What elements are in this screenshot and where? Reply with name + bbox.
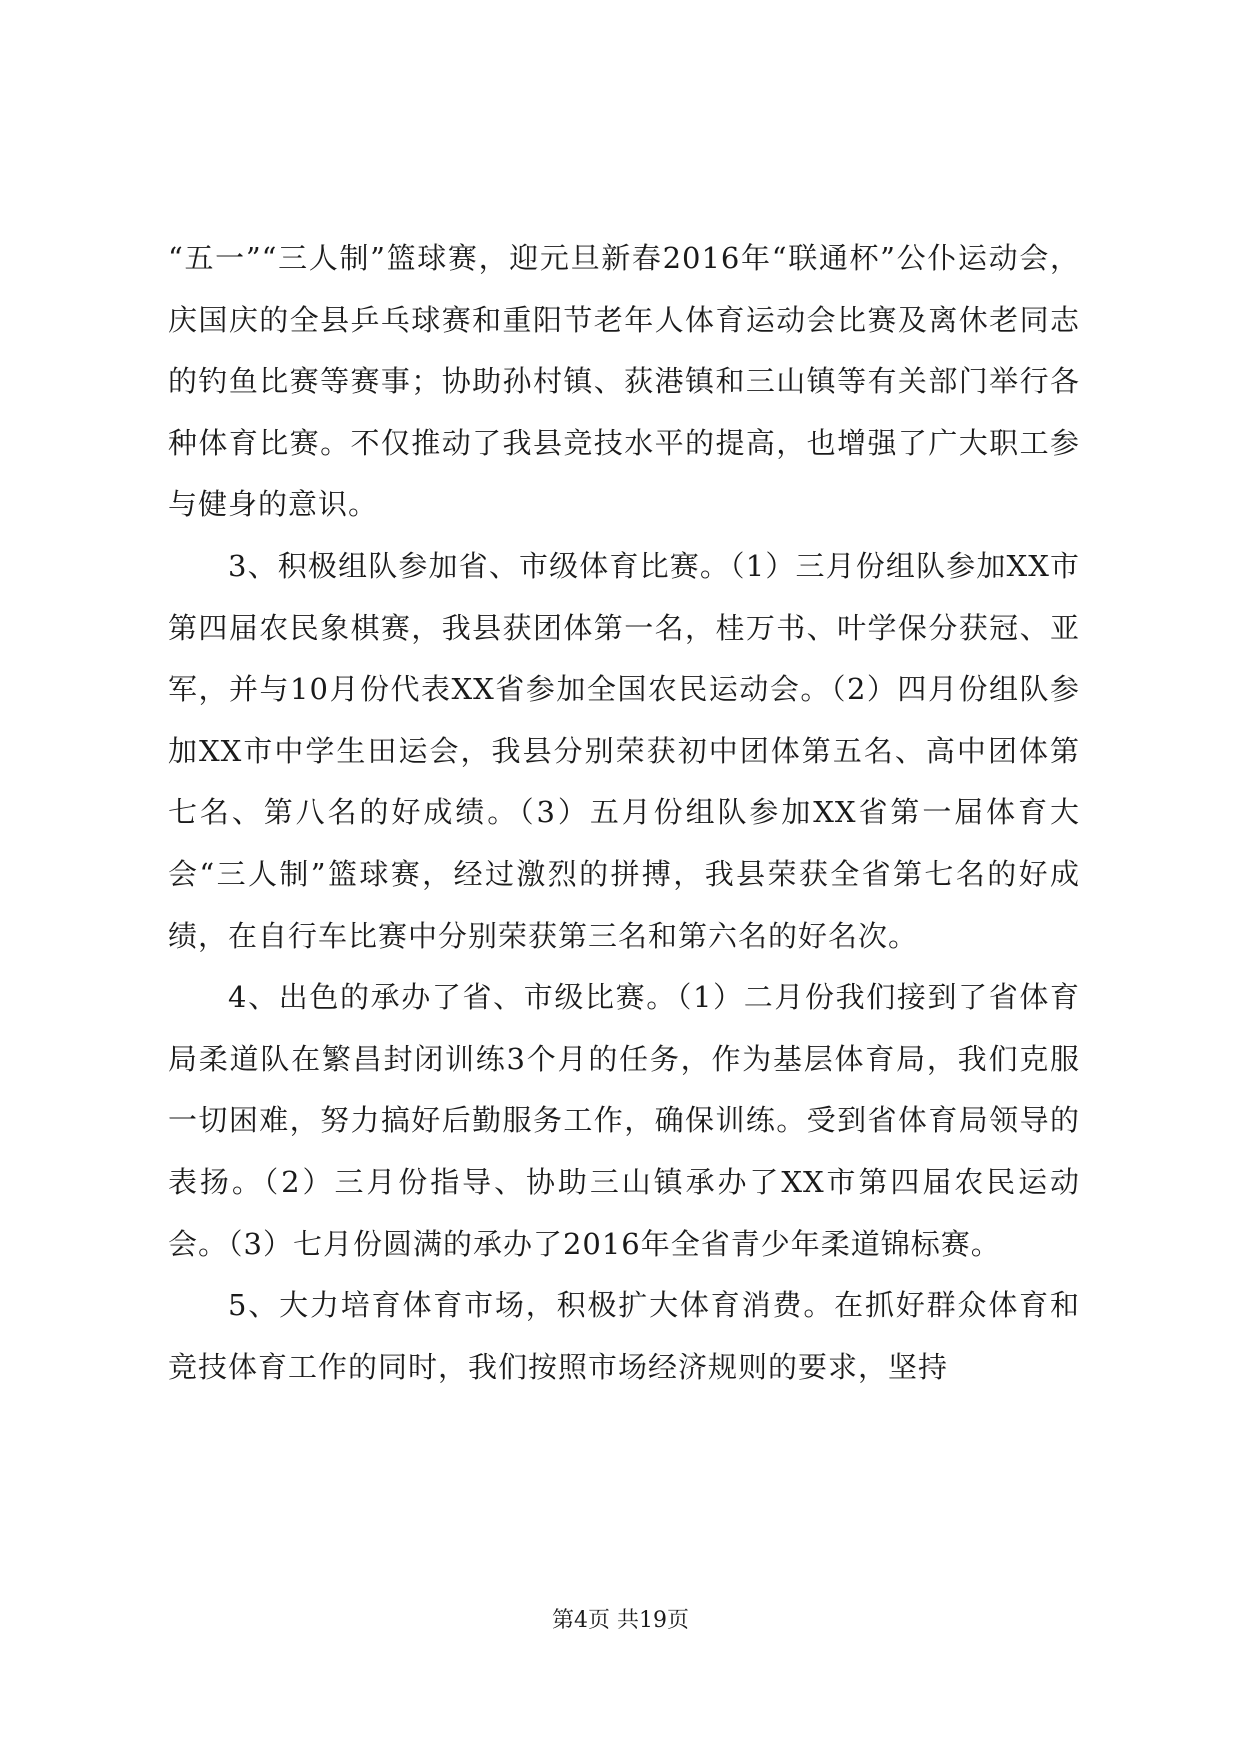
document-body (168, 228, 1080, 1398)
paragraph-3: 4、出色的承办了省、市级比赛。（1）二月份我们接到了省体育局柔道队在繁昌封闭训练3个月的任务，作为基层体育局，我们克服一切困难，努力搞好后勤服务工作，确保训练。受到省体育局领导的表扬。（2）三月份指导、协助三山镇承办了XX市第四届农民运动会。（3）七月份圆满的承办了2016年全省青少年柔道锦标赛。 (168, 980, 1080, 1261)
paragraph-2: 3、积极组队参加省、市级体育比赛。（1）三月份组队参加XX市第四届农民象棋赛，我县获团体第一名，桂万书、叶学保分获冠、亚军，并与10月份代表XX省参加全国农民运动会。（2）四月份组队参加XX市中学生田运会，我县分别荣获初中团体第五名、高中团体第七名、第八名的好成绩。（3）五月份组队参加XX省第一届体育大会“三人制”篮球赛，经过激烈的拼搏，我县荣获全省第七名的好成绩，在自行车比赛中分别荣获第三名和第六名的好名次。 (168, 548, 1080, 953)
page-number-footer: 第4页 共19页 (552, 1608, 689, 1633)
paragraph-1: “五一”“三人制”篮球赛，迎元旦新春2016年“联通杯”公仆运动会，庆国庆的全县乒乓球赛和重阳节老年人体育运动会比赛及离休老同志的钓鱼比赛等赛事；协助孙村镇、荻港镇和三山镇等有关部门举行各种体育比赛。不仅推动了我县竞技水平的提高，也增强了广大职工参与健身的意识。 (168, 241, 1080, 522)
paragraph-4: 5、大力培育体育市场，积极扩大体育消费。在抓好群众体育和竞技体育工作的同时，我们按照市场经济规则的要求，坚持 (168, 1288, 1080, 1384)
